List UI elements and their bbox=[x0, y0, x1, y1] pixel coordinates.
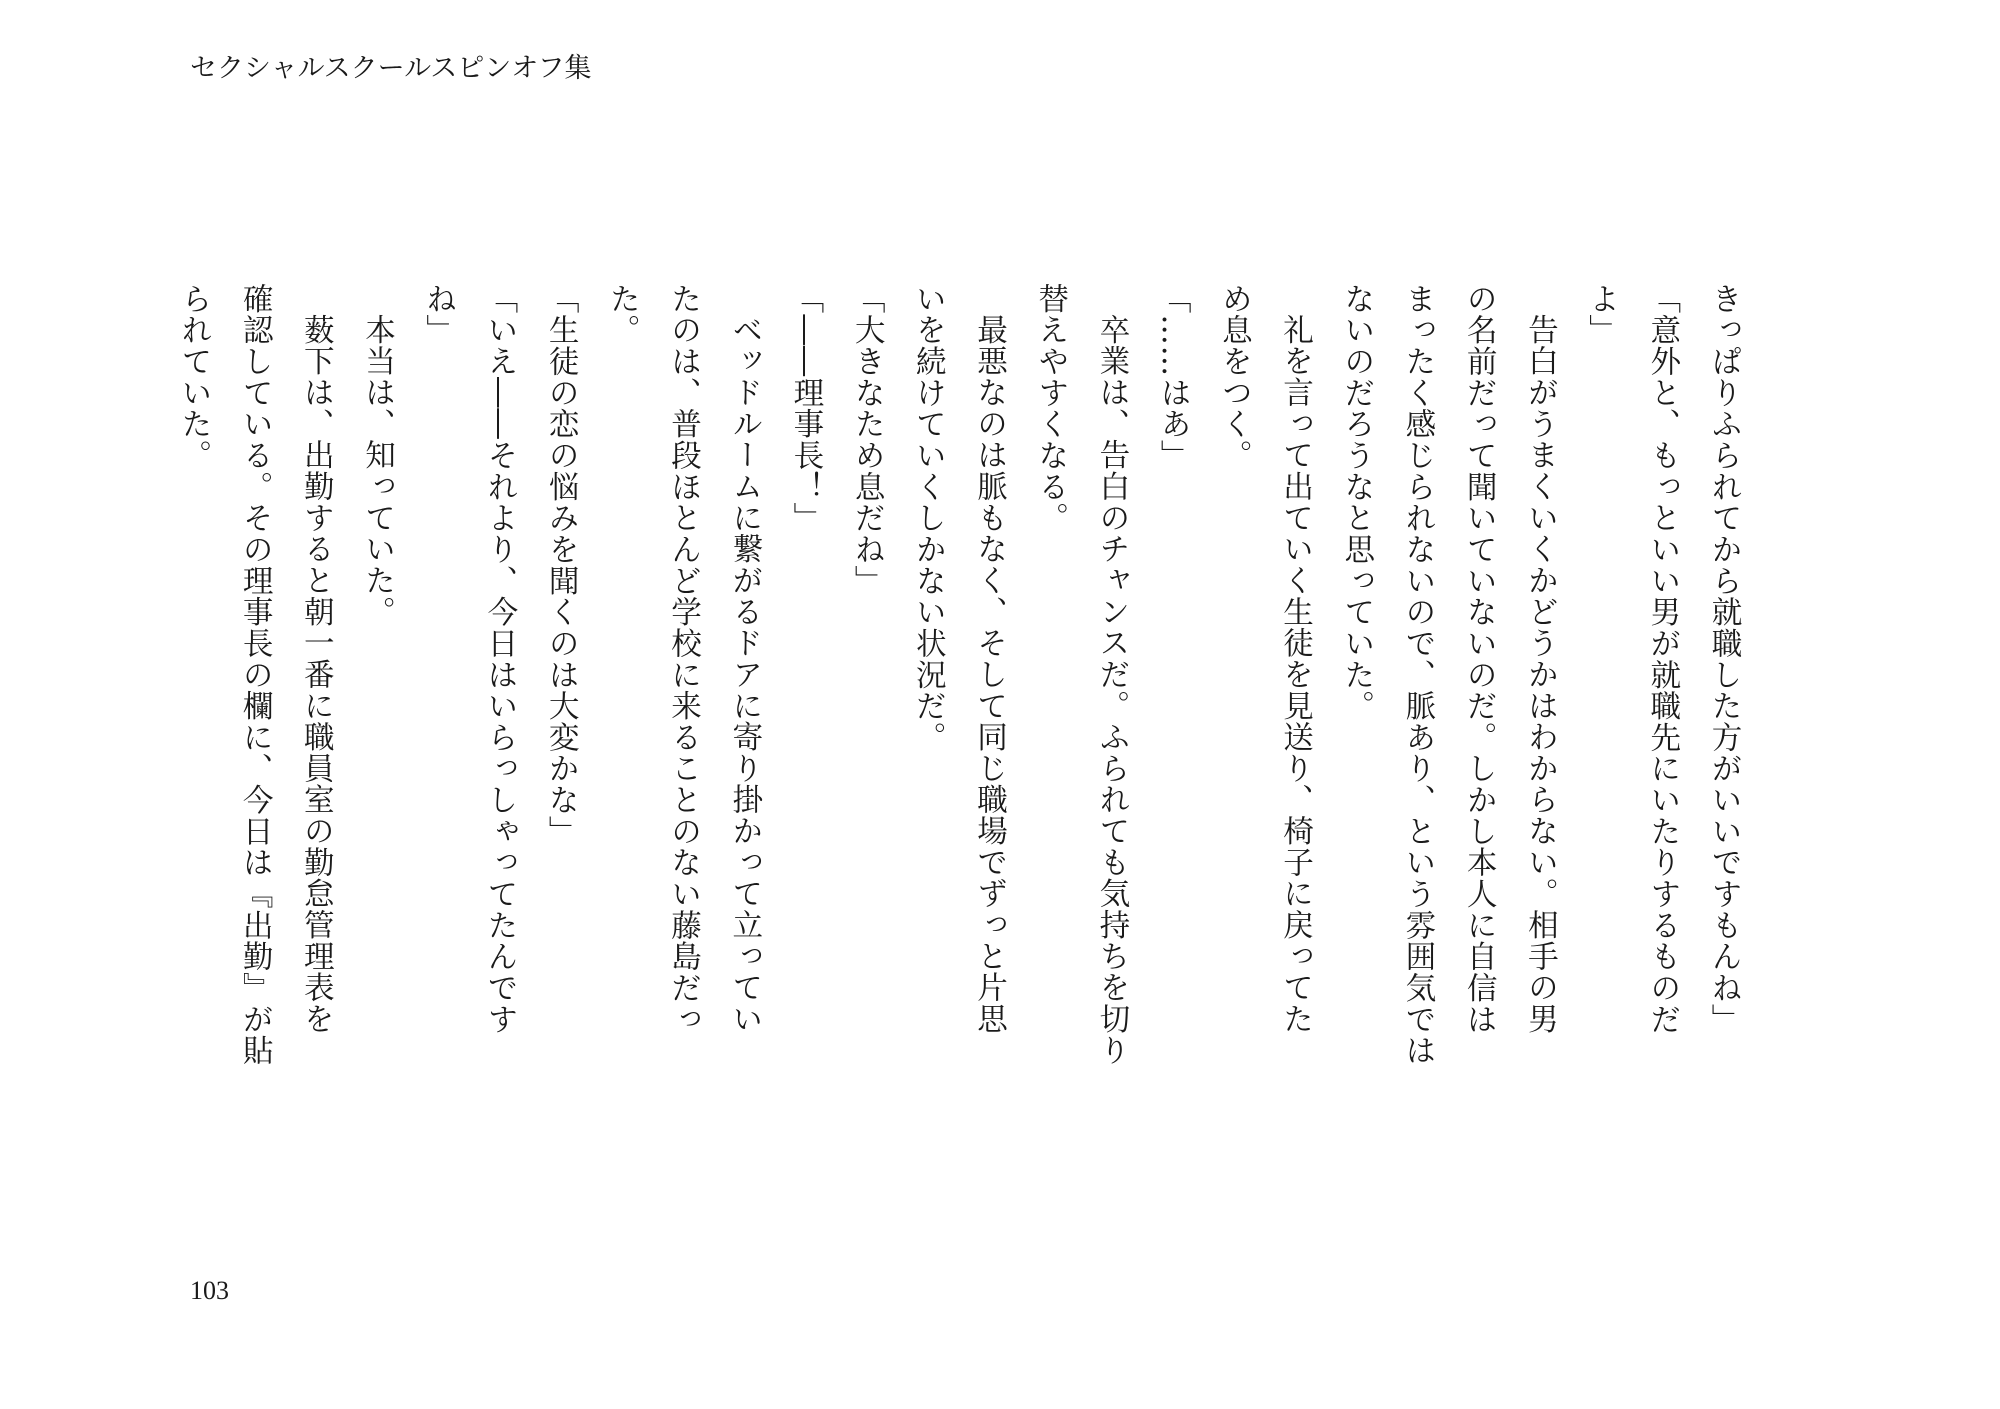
text-line: 礼を言って出ていく生徒を見送り、椅子に戻ってた bbox=[1277, 313, 1313, 1034]
text-line: め息をつく。 bbox=[1216, 283, 1252, 471]
page-number: 103 bbox=[190, 1276, 229, 1305]
text-line: ね」 bbox=[420, 283, 456, 346]
text-line: 「大きなため息だね」 bbox=[849, 283, 885, 597]
text-line: た。 bbox=[604, 283, 640, 346]
text-line: の名前だって聞いていないのだ。しかし本人に自信は bbox=[1461, 283, 1497, 1035]
text-line: いを続けていくしかない状況だ。 bbox=[910, 283, 946, 753]
running-title: セクシャルスクールスピンオフ集 bbox=[190, 53, 592, 84]
text-line: 「いえ――それより、今日はいらっしゃってたんです bbox=[481, 283, 517, 1035]
text-line: 替えやすくなる。 bbox=[1032, 283, 1068, 534]
text-line: 「――理事長！」 bbox=[787, 283, 823, 534]
text-line: ないのだろうなと思っていた。 bbox=[1338, 283, 1374, 722]
body-text bbox=[175, 283, 1754, 1283]
text-line: 「意外と、もっといい男が就職先にいたりするものだ bbox=[1644, 283, 1680, 1035]
text-line: られていた。 bbox=[175, 283, 211, 471]
text-line: 本当は、知っていた。 bbox=[359, 313, 395, 627]
text-line: 告白がうまくいくかどうかはわからない。相手の男 bbox=[1522, 313, 1558, 1034]
text-line: 確認している。その理事長の欄に、今日は『出勤』が貼 bbox=[237, 283, 273, 1066]
text-line: 薮下は、出勤すると朝一番に職員室の勤怠管理表を bbox=[298, 313, 334, 1034]
text-line: まったく感じられないので、脈あり、という雰囲気では bbox=[1399, 283, 1435, 1066]
text-line: きっぱりふられてから就職した方がいいですもんね」 bbox=[1706, 283, 1741, 1035]
text-line: 最悪なのは脈もなく、そして同じ職場でずっと片思 bbox=[971, 313, 1007, 1034]
text-line: 「……はあ」 bbox=[1155, 283, 1191, 471]
text-line: たのは、普段ほとんど学校に来ることのない藤島だっ bbox=[665, 283, 701, 1035]
text-line: よ」 bbox=[1583, 283, 1619, 346]
text-line: 「生徒の恋の悩みを聞くのは大変かな」 bbox=[543, 283, 579, 847]
text-line: ベッドルームに繋がるドアに寄り掛かって立ってい bbox=[726, 313, 762, 1034]
text-line: 卒業は、告白のチャンスだ。ふられても気持ちを切り bbox=[1093, 313, 1129, 1066]
